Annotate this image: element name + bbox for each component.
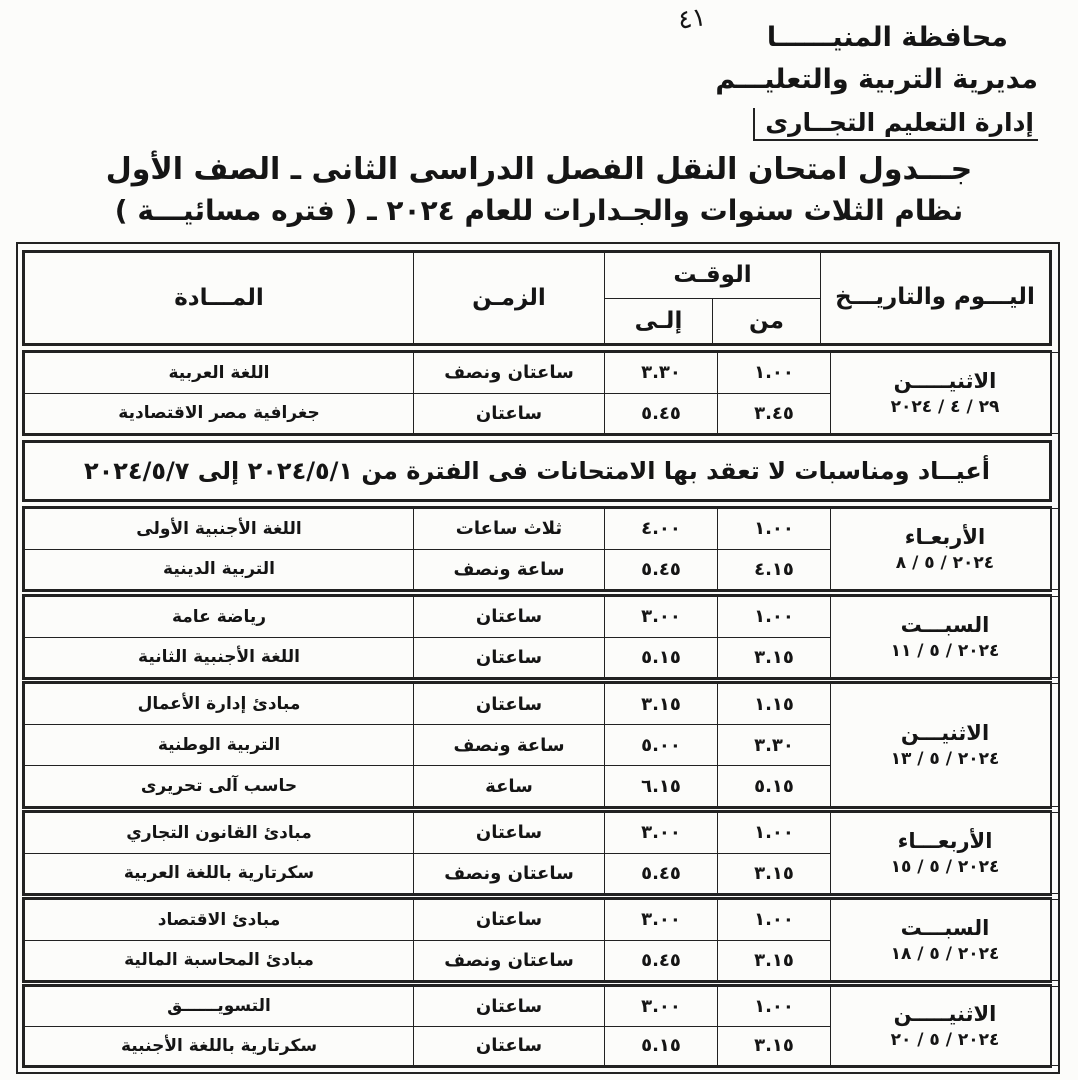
- duration-cell: ساعتان: [414, 637, 605, 678]
- subject-cell: مبادئ الاقتصاد: [25, 900, 414, 941]
- governorate-name: محافظة المنيــــــا: [766, 22, 1008, 53]
- duration-cell: ساعتان: [414, 900, 605, 941]
- duration-cell: ساعتان ونصف: [414, 353, 605, 394]
- to-time-cell: ٣.٠٠: [605, 597, 718, 638]
- holiday-note: أعيــاد ومناسبات لا تعقد بها الامتحانات فى الفترة من ٢٠٢٤/٥/١ إلى ٢٠٢٤/٥/٧: [25, 443, 1050, 500]
- duration-cell: ساعة ونصف: [414, 725, 605, 766]
- from-time-cell: ١.٠٠: [718, 597, 831, 638]
- day-block: [22, 810, 1052, 896]
- duration-cell: ساعتان: [414, 393, 605, 434]
- to-time-cell: ٣.٠٠: [605, 987, 718, 1027]
- to-time-cell: ٥.١٥: [605, 1026, 718, 1066]
- day-date-cell: [831, 900, 1060, 981]
- day-block: [22, 984, 1052, 1068]
- subject-cell: مبادئ القانون التجاري: [25, 813, 414, 854]
- day-date-cell: [831, 987, 1060, 1066]
- subject-cell: حاسب آلى تحريرى: [25, 766, 414, 807]
- to-time-cell: ٣.٠٠: [605, 813, 718, 854]
- to-time-cell: ٣.٠٠: [605, 900, 718, 941]
- from-time-cell: ٣.٤٥: [718, 393, 831, 434]
- from-time-cell: ٣.١٥: [718, 853, 831, 894]
- from-time-cell: ١.٠٠: [718, 987, 831, 1027]
- duration-cell: ساعتان: [414, 987, 605, 1027]
- day-name: الاثنيـــن: [900, 721, 990, 746]
- time-header: الوقـت: [605, 253, 821, 299]
- subject-cell: مبادئ المحاسبة المالية: [25, 940, 414, 981]
- subject-cell: سكرتارية باللغة الأجنبية: [25, 1026, 414, 1066]
- day-date-cell: [831, 353, 1060, 434]
- to-time-cell: ٥.١٥: [605, 637, 718, 678]
- exam-date: ٢٠٢٤ / ٥ / ١٨: [890, 943, 1000, 964]
- day-name: الاثنيـــــن: [893, 1002, 997, 1027]
- day-block: [22, 681, 1052, 809]
- to-time-cell: ٥.٤٥: [605, 940, 718, 981]
- exam-date: ٢٠٢٤ / ٥ / ١٣: [890, 748, 1000, 769]
- from-time-cell: ١.٠٠: [718, 353, 831, 394]
- to-time-cell: ٥.٤٥: [605, 393, 718, 434]
- subject-cell: اللغة الأجنبية الثانية: [25, 637, 414, 678]
- exam-date: ٢٠٢٤ / ٥ / ٨: [895, 552, 995, 573]
- exam-date: ٢٠٢٤ / ٥ / ١٥: [890, 856, 1000, 877]
- from-time-cell: ٣.١٥: [718, 940, 831, 981]
- to-time-cell: ٥.٤٥: [605, 549, 718, 590]
- to-header: إلـى: [605, 298, 713, 344]
- duration-header: الزمـن: [414, 253, 605, 344]
- day-name: السبـــت: [900, 916, 990, 941]
- duration-cell: ساعتان: [414, 1026, 605, 1066]
- from-time-cell: ٣.١٥: [718, 637, 831, 678]
- subject-cell: التربية الوطنية: [25, 725, 414, 766]
- day-date-cell: [831, 684, 1060, 807]
- day-name: الأربعـــاء: [897, 829, 993, 854]
- subject-cell: مبادئ إدارة الأعمال: [25, 684, 414, 725]
- day-block: [22, 350, 1052, 436]
- schedule-header: [22, 250, 1052, 346]
- day-block: [22, 897, 1052, 983]
- page-number: ٤١: [676, 2, 708, 36]
- day-block: [22, 594, 1052, 680]
- subject-header: المـــادة: [25, 253, 414, 344]
- day-date-cell: [831, 509, 1060, 590]
- subject-cell: اللغة العربية: [25, 353, 414, 394]
- day-date-header: اليـــوم والتاريـــخ: [821, 253, 1050, 344]
- duration-cell: ثلاث ساعات: [414, 509, 605, 550]
- from-time-cell: ١.٠٠: [718, 509, 831, 550]
- duration-cell: ساعتان: [414, 813, 605, 854]
- to-time-cell: ٤.٠٠: [605, 509, 718, 550]
- from-time-cell: ١.١٥: [718, 684, 831, 725]
- from-time-cell: ٥.١٥: [718, 766, 831, 807]
- to-time-cell: ٥.٠٠: [605, 725, 718, 766]
- day-date-cell: [831, 813, 1060, 894]
- day-name: الاثنيـــــن: [893, 369, 997, 394]
- from-time-cell: ١.٠٠: [718, 813, 831, 854]
- to-time-cell: ٦.١٥: [605, 766, 718, 807]
- subject-cell: التسويــــــق: [25, 987, 414, 1027]
- day-name: السبـــت: [900, 613, 990, 638]
- to-time-cell: ٣.٣٠: [605, 353, 718, 394]
- directorate-name: مديرية التربية والتعليـــم: [715, 64, 1038, 95]
- duration-cell: ساعة: [414, 766, 605, 807]
- subject-cell: جغرافية مصر الاقتصادية: [25, 393, 414, 434]
- duration-cell: ساعتان: [414, 597, 605, 638]
- day-date-cell: [831, 597, 1060, 678]
- exam-date: ٢٠٢٤ / ٥ / ٢٠: [890, 1029, 1000, 1050]
- administration-name: إدارة التعليم التجــارى: [753, 108, 1038, 141]
- subject-cell: رياضة عامة: [25, 597, 414, 638]
- exam-date: ٢٩ / ٤ / ٢٠٢٤: [890, 396, 1000, 417]
- document-title: جـــدول امتحان النقل الفصل الدراسى الثانى ـ الصف الأول: [105, 152, 973, 187]
- to-time-cell: ٣.١٥: [605, 684, 718, 725]
- to-time-cell: ٥.٤٥: [605, 853, 718, 894]
- from-time-cell: ٣.٣٠: [718, 725, 831, 766]
- from-time-cell: ١.٠٠: [718, 900, 831, 941]
- duration-cell: ساعتان: [414, 684, 605, 725]
- document-subtitle: نظام الثلاث سنوات والجـدارات للعام ٢٠٢٤ ـ ( فتره مسائيـــة ): [114, 194, 964, 227]
- duration-cell: ساعة ونصف: [414, 549, 605, 590]
- day-name: الأربعـاء: [904, 525, 986, 550]
- from-time-cell: ٤.١٥: [718, 549, 831, 590]
- exam-date: ٢٠٢٤ / ٥ / ١١: [890, 640, 1000, 661]
- subject-cell: سكرتارية باللغة العربية: [25, 853, 414, 894]
- subject-cell: اللغة الأجنبية الأولى: [25, 509, 414, 550]
- exam-schedule-frame: [16, 242, 1060, 1074]
- holiday-note-block: [22, 440, 1052, 502]
- duration-cell: ساعتان ونصف: [414, 940, 605, 981]
- day-block: [22, 506, 1052, 592]
- from-header: من: [713, 298, 821, 344]
- subject-cell: التربية الدينية: [25, 549, 414, 590]
- from-time-cell: ٣.١٥: [718, 1026, 831, 1066]
- duration-cell: ساعتان ونصف: [414, 853, 605, 894]
